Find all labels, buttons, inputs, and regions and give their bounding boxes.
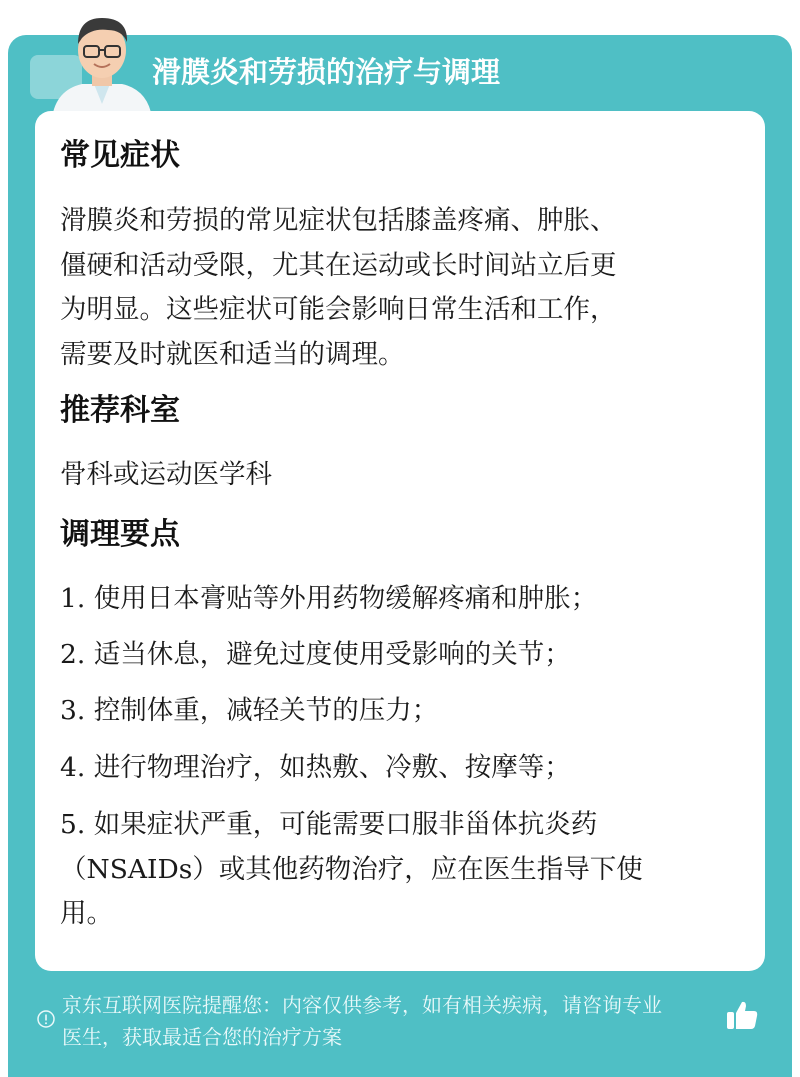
list-item [60, 746, 750, 791]
list-text: 进行物理治疗，如热敷、冷敷、按摩等； [93, 752, 571, 783]
symptoms-line: 滑膜炎和劳损的常见症状包括膝盖疼痛、肿胀、 [60, 205, 617, 236]
list-text: ）或其他药物治疗，应在医生指导下使 [192, 853, 643, 885]
disclaimer-line: 医生，获取最适合您的治疗方案 [62, 1025, 342, 1049]
list-number: 1. [60, 583, 86, 614]
list-text: 用。 [60, 898, 113, 929]
list-text-code: NSAIDs [86, 853, 193, 885]
department-heading: 推荐科室 [60, 393, 180, 428]
list-item [60, 689, 750, 734]
symptoms-line: 需要及时就医和适当的调理。 [60, 338, 405, 370]
disclaimer-line: 京东互联网医院提醒您：内容仅供参考，如有相关疾病，请咨询专业 [62, 993, 662, 1017]
content-card [35, 111, 765, 971]
list-text: （ [60, 853, 87, 885]
page-title: 滑膜炎和劳损的治疗与调理 [152, 55, 501, 89]
thumbs-up-icon[interactable] [724, 997, 760, 1033]
list-text: 使用日本膏贴等外用药物缓解疼痛和肿胀； [93, 583, 598, 614]
list-number: 2. [60, 639, 86, 670]
list-number: 5. [60, 809, 86, 840]
symptoms-heading: 常见症状 [60, 138, 180, 173]
info-icon [37, 1010, 55, 1028]
list-text: 适当休息，避免过度使用受影响的关节； [93, 639, 571, 670]
list-item [60, 633, 750, 678]
list-text: 控制体重，减轻关节的压力； [93, 695, 439, 726]
list-number: 4. [60, 752, 86, 783]
care-heading: 调理要点 [60, 517, 180, 552]
list-item [60, 803, 750, 937]
department-text: 骨科或运动医学科 [60, 459, 272, 490]
symptoms-line: 为明显。这些症状可能会影响日常生活和工作， [60, 294, 617, 325]
disclaimer [62, 989, 732, 1053]
symptoms-text [60, 199, 740, 377]
list-text: 如果症状严重，可能需要口服非甾体抗炎药 [93, 809, 598, 840]
list-number: 3. [60, 695, 86, 726]
list-item [60, 577, 750, 622]
doctor-avatar-icon [42, 8, 162, 118]
symptoms-line: 僵硬和活动受限，尤其在运动或长时间站立后更 [60, 249, 617, 281]
